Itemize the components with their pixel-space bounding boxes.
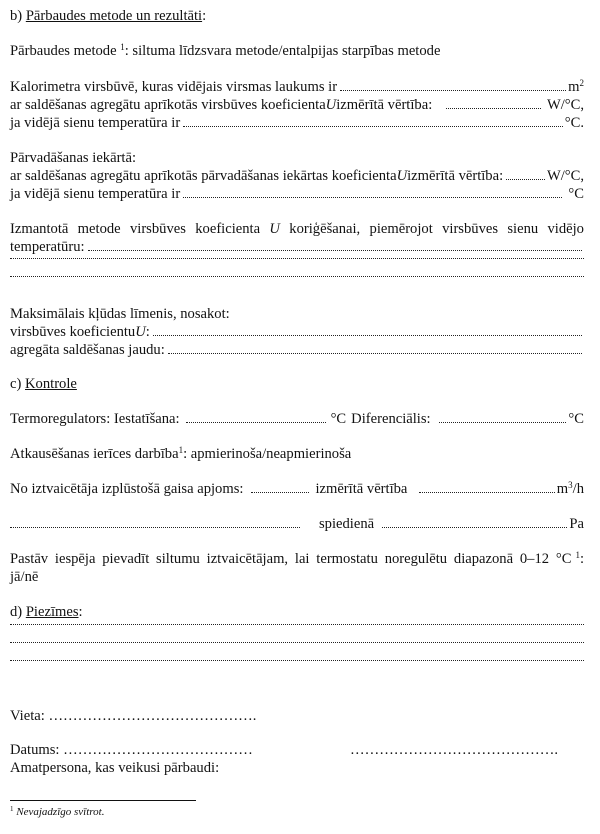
footnote-ref: 1 [120,42,125,52]
test-method-line: Pārbaudes metode $^1$: siltuma līdzsvara metode/entalpijas starpības metode [10,42,441,59]
signature-field[interactable]: ……………………………………. [350,742,558,758]
pressure-field[interactable] [382,526,567,528]
official-label: Amatpersona, kas veikusi pārbaudi: [10,760,220,776]
airflow-field[interactable] [251,491,309,493]
notes-line-2 [10,641,584,643]
body-u-unit: W/°C, [546,97,584,113]
pressure-left-field[interactable] [10,526,300,528]
section-b-title: Pārbaudes metode un rezultāti [25,8,203,24]
heat-line-1: Pastāv iespēja pievadīt siltumu iztvaicētājam, lai termostatu noregulētu diapazonā 0–12 °C $^1$: [10,550,584,567]
error-u-line: virsbūves koeficientu U : [10,324,584,341]
footnote: $^1$ Nevajadzīgo svītrot. [10,805,105,818]
date-line: Datums: ………………………………… ……………………………………. [10,742,558,758]
notes-field-2[interactable] [10,641,584,643]
correction-line-4 [10,275,584,277]
place-line: Vieta: ……………………………………. [10,708,257,724]
error-title: Maksimālais kļūdas līmenis, nosakot: [10,306,230,322]
error-u-field[interactable] [153,334,582,336]
correction-line-3 [10,257,584,259]
section-d-title: Piezīmes [25,604,79,620]
notes-line-3 [10,659,584,661]
error-capacity-line: agregāta saldēšanas jaudu: [10,342,584,359]
body-temp-line: ja vidējā sienu temperatūra ir °C. [10,115,584,131]
notes-field-3[interactable] [10,659,584,661]
transport-temp-line: ja vidējā sienu temperatūra ir °C [10,186,584,202]
footnote-ref: 1 [575,550,580,560]
section-d-heading: d) Piezīmes: [10,604,83,620]
correction-field-3[interactable] [10,275,584,277]
body-temp-field[interactable] [183,125,563,127]
place-field[interactable]: ……………………………………. [48,708,257,724]
differential-field[interactable] [439,421,567,423]
transport-u-line: ar saldēšanas agregātu aprīkotās pārvadāšanas iekārtas koeficienta U izmērītā vērtība: W/°C, [10,168,584,184]
notes-line-1 [10,623,584,625]
pressure-line: spiedienā Pa [10,516,584,533]
section-c-title: Kontrole [25,376,77,392]
section-b-heading: b) Pārbaudes metode un rezultāti: [10,8,207,24]
thermoregulator-line: Termoregulators: Iestatīšana: °C Diferenciālis: °C [10,411,584,427]
section-c-heading: c) Kontrole [10,376,77,392]
notes-field-1[interactable] [10,623,584,625]
correction-line-2: temperatūru: [10,239,584,256]
correction-field-2[interactable] [10,257,584,259]
airflow-measured-field[interactable] [419,491,554,493]
footnote-ref: 1 [178,445,184,455]
body-u-line: ar saldēšanas agregātu aprīkotās virsbūves koeficienta U izmērītā vērtība: W/°C, [10,97,584,113]
correction-field-1[interactable] [88,249,582,251]
heat-line-2: jā/nē [10,569,39,585]
transport-u-field[interactable] [506,178,545,180]
thermo-setting-field[interactable] [186,421,326,423]
body-u-field[interactable] [446,107,541,109]
error-capacity-field[interactable] [168,352,582,354]
body-area-unit: $m^2$ [568,78,584,95]
date-field[interactable]: ………………………………… [63,742,253,758]
airflow-unit: $m^3/h$ [556,480,584,497]
airflow-line: No iztvaicētāja izplūstošā gaisa apjoms: izmērītā vērtība $m^3/h$ [10,480,584,497]
defrost-line: Atkausēšanas ierīces darbība$^1$: apmierinoša/neapmierinoša [10,445,352,462]
body-area-line: Kalorimetra virsbūvē, kuras vidējais virsmas laukums ir $m^2$ [10,78,584,95]
footnote-rule [10,800,196,801]
transport-temp-field[interactable] [183,196,562,198]
body-area-field[interactable] [340,89,566,91]
correction-line-1: Izmantotā metode virsbūves koeficienta U koriģēšanai, piemērojot virsbūves sienu vidējo [10,221,584,237]
transport-title: Pārvadāšanas iekārtā: [10,150,137,166]
